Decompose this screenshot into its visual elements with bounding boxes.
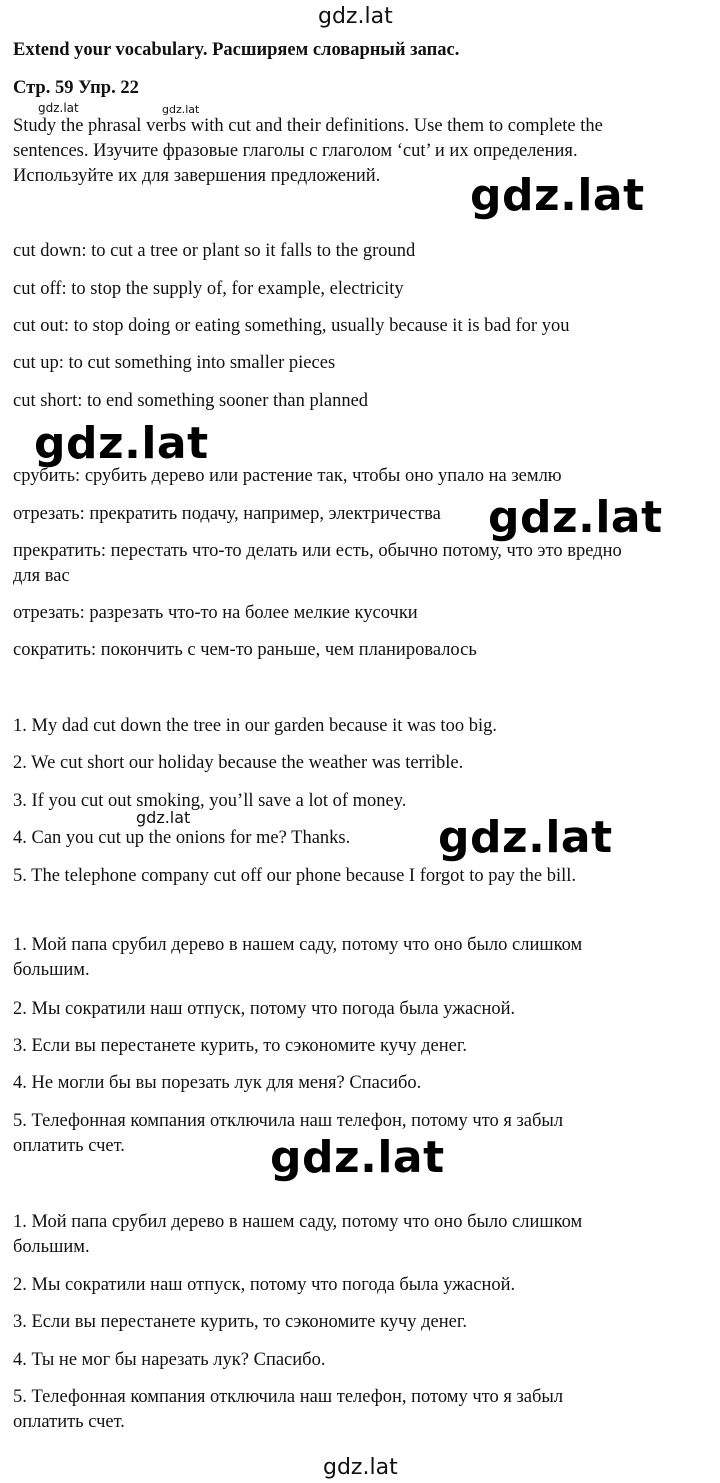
watermark-large-2: gdz.lat (34, 418, 209, 469)
instructions-line-3: Используйте их для завершения предложений. (13, 166, 381, 186)
answer-ru-b-1-cont: большим. (13, 1237, 90, 1257)
definition-en-cut-down: cut down: to cut a tree or plant so it falls to the ground (13, 241, 416, 261)
watermark-small-2: gdz.lat (162, 103, 200, 116)
answer-ru-a-1-cont: большим. (13, 960, 90, 980)
watermark-bottom: gdz.lat (323, 1455, 398, 1480)
definition-ru-2: отрезать: прекратить подачу, например, электричества (13, 504, 441, 524)
answer-en-1: 1. My dad cut down the tree in our garden because it was too big. (13, 716, 497, 736)
definition-en-cut-off: cut off: to stop the supply of, for example, electricity (13, 279, 404, 299)
watermark-large-1: gdz.lat (470, 170, 645, 221)
answer-ru-a-5: 5. Телефонная компания отключила наш телефон, потому что я забыл (13, 1111, 564, 1131)
answer-ru-b-3: 3. Если вы перестанете курить, то сэкономите кучу денег. (13, 1312, 467, 1332)
watermark-small-3: gdz.lat (136, 808, 191, 827)
definition-ru-1: срубить: срубить дерево или растение так, чтобы оно упало на землю (13, 466, 562, 486)
answer-en-4: 4. Can you cut up the onions for me? Thanks. (13, 828, 351, 848)
definition-en-cut-short: cut short: to end something sooner than planned (13, 391, 369, 411)
page-title: Extend your vocabulary. Расширяем словарный запас. (13, 40, 460, 60)
definition-en-cut-out: cut out: to stop doing or eating something, usually because it is bad for you (13, 316, 570, 336)
answer-ru-a-1: 1. Мой папа срубил дерево в нашем саду, потому что оно было слишком (13, 935, 583, 955)
watermark-small-1: gdz.lat (38, 101, 79, 115)
answer-ru-a-2: 2. Мы сократили наш отпуск, потому что погода была ужасной. (13, 999, 516, 1019)
definition-en-cut-up: cut up: to cut something into smaller pieces (13, 353, 336, 373)
answer-ru-a-4: 4. Не могли бы вы порезать лук для меня? Спасибо. (13, 1073, 422, 1093)
definition-ru-3-cont: для вас (13, 566, 70, 586)
watermark-top: gdz.lat (318, 4, 393, 29)
answer-ru-b-1: 1. Мой папа срубил дерево в нашем саду, потому что оно было слишком (13, 1212, 583, 1232)
answer-en-5: 5. The telephone company cut off our phone because I forgot to pay the bill. (13, 866, 577, 886)
exercise-number: Стр. 59 Упр. 22 (13, 78, 139, 98)
definition-ru-4: отрезать: разрезать что-то на более мелкие кусочки (13, 603, 418, 623)
definition-ru-3: прекратить: перестать что-то делать или есть, обычно потому, что это вредно (13, 541, 622, 561)
answer-ru-b-5: 5. Телефонная компания отключила наш телефон, потому что я забыл (13, 1387, 564, 1407)
watermark-large-4: gdz.lat (438, 812, 613, 863)
definition-ru-5: сократить: покончить с чем-то раньше, чем планировалось (13, 640, 477, 660)
answer-ru-b-4: 4. Ты не мог бы нарезать лук? Спасибо. (13, 1350, 326, 1370)
answer-ru-a-3: 3. Если вы перестанете курить, то сэкономите кучу денег. (13, 1036, 467, 1056)
watermark-large-3: gdz.lat (488, 492, 663, 543)
instructions-line-2: sentences. Изучите фразовые глаголы с глаголом ‘cut’ и их определения. (13, 141, 578, 161)
watermark-large-5: gdz.lat (270, 1132, 445, 1183)
instructions-line-1: Study the phrasal verbs with cut and their definitions. Use them to complete the (13, 116, 603, 136)
answer-ru-a-5-cont: оплатить счет. (13, 1136, 125, 1156)
answer-en-3: 3. If you cut out smoking, you’ll save a lot of money. (13, 791, 407, 811)
answer-en-2: 2. We cut short our holiday because the weather was terrible. (13, 753, 464, 773)
answer-ru-b-2: 2. Мы сократили наш отпуск, потому что погода была ужасной. (13, 1275, 516, 1295)
answer-ru-b-5-cont: оплатить счет. (13, 1412, 125, 1432)
